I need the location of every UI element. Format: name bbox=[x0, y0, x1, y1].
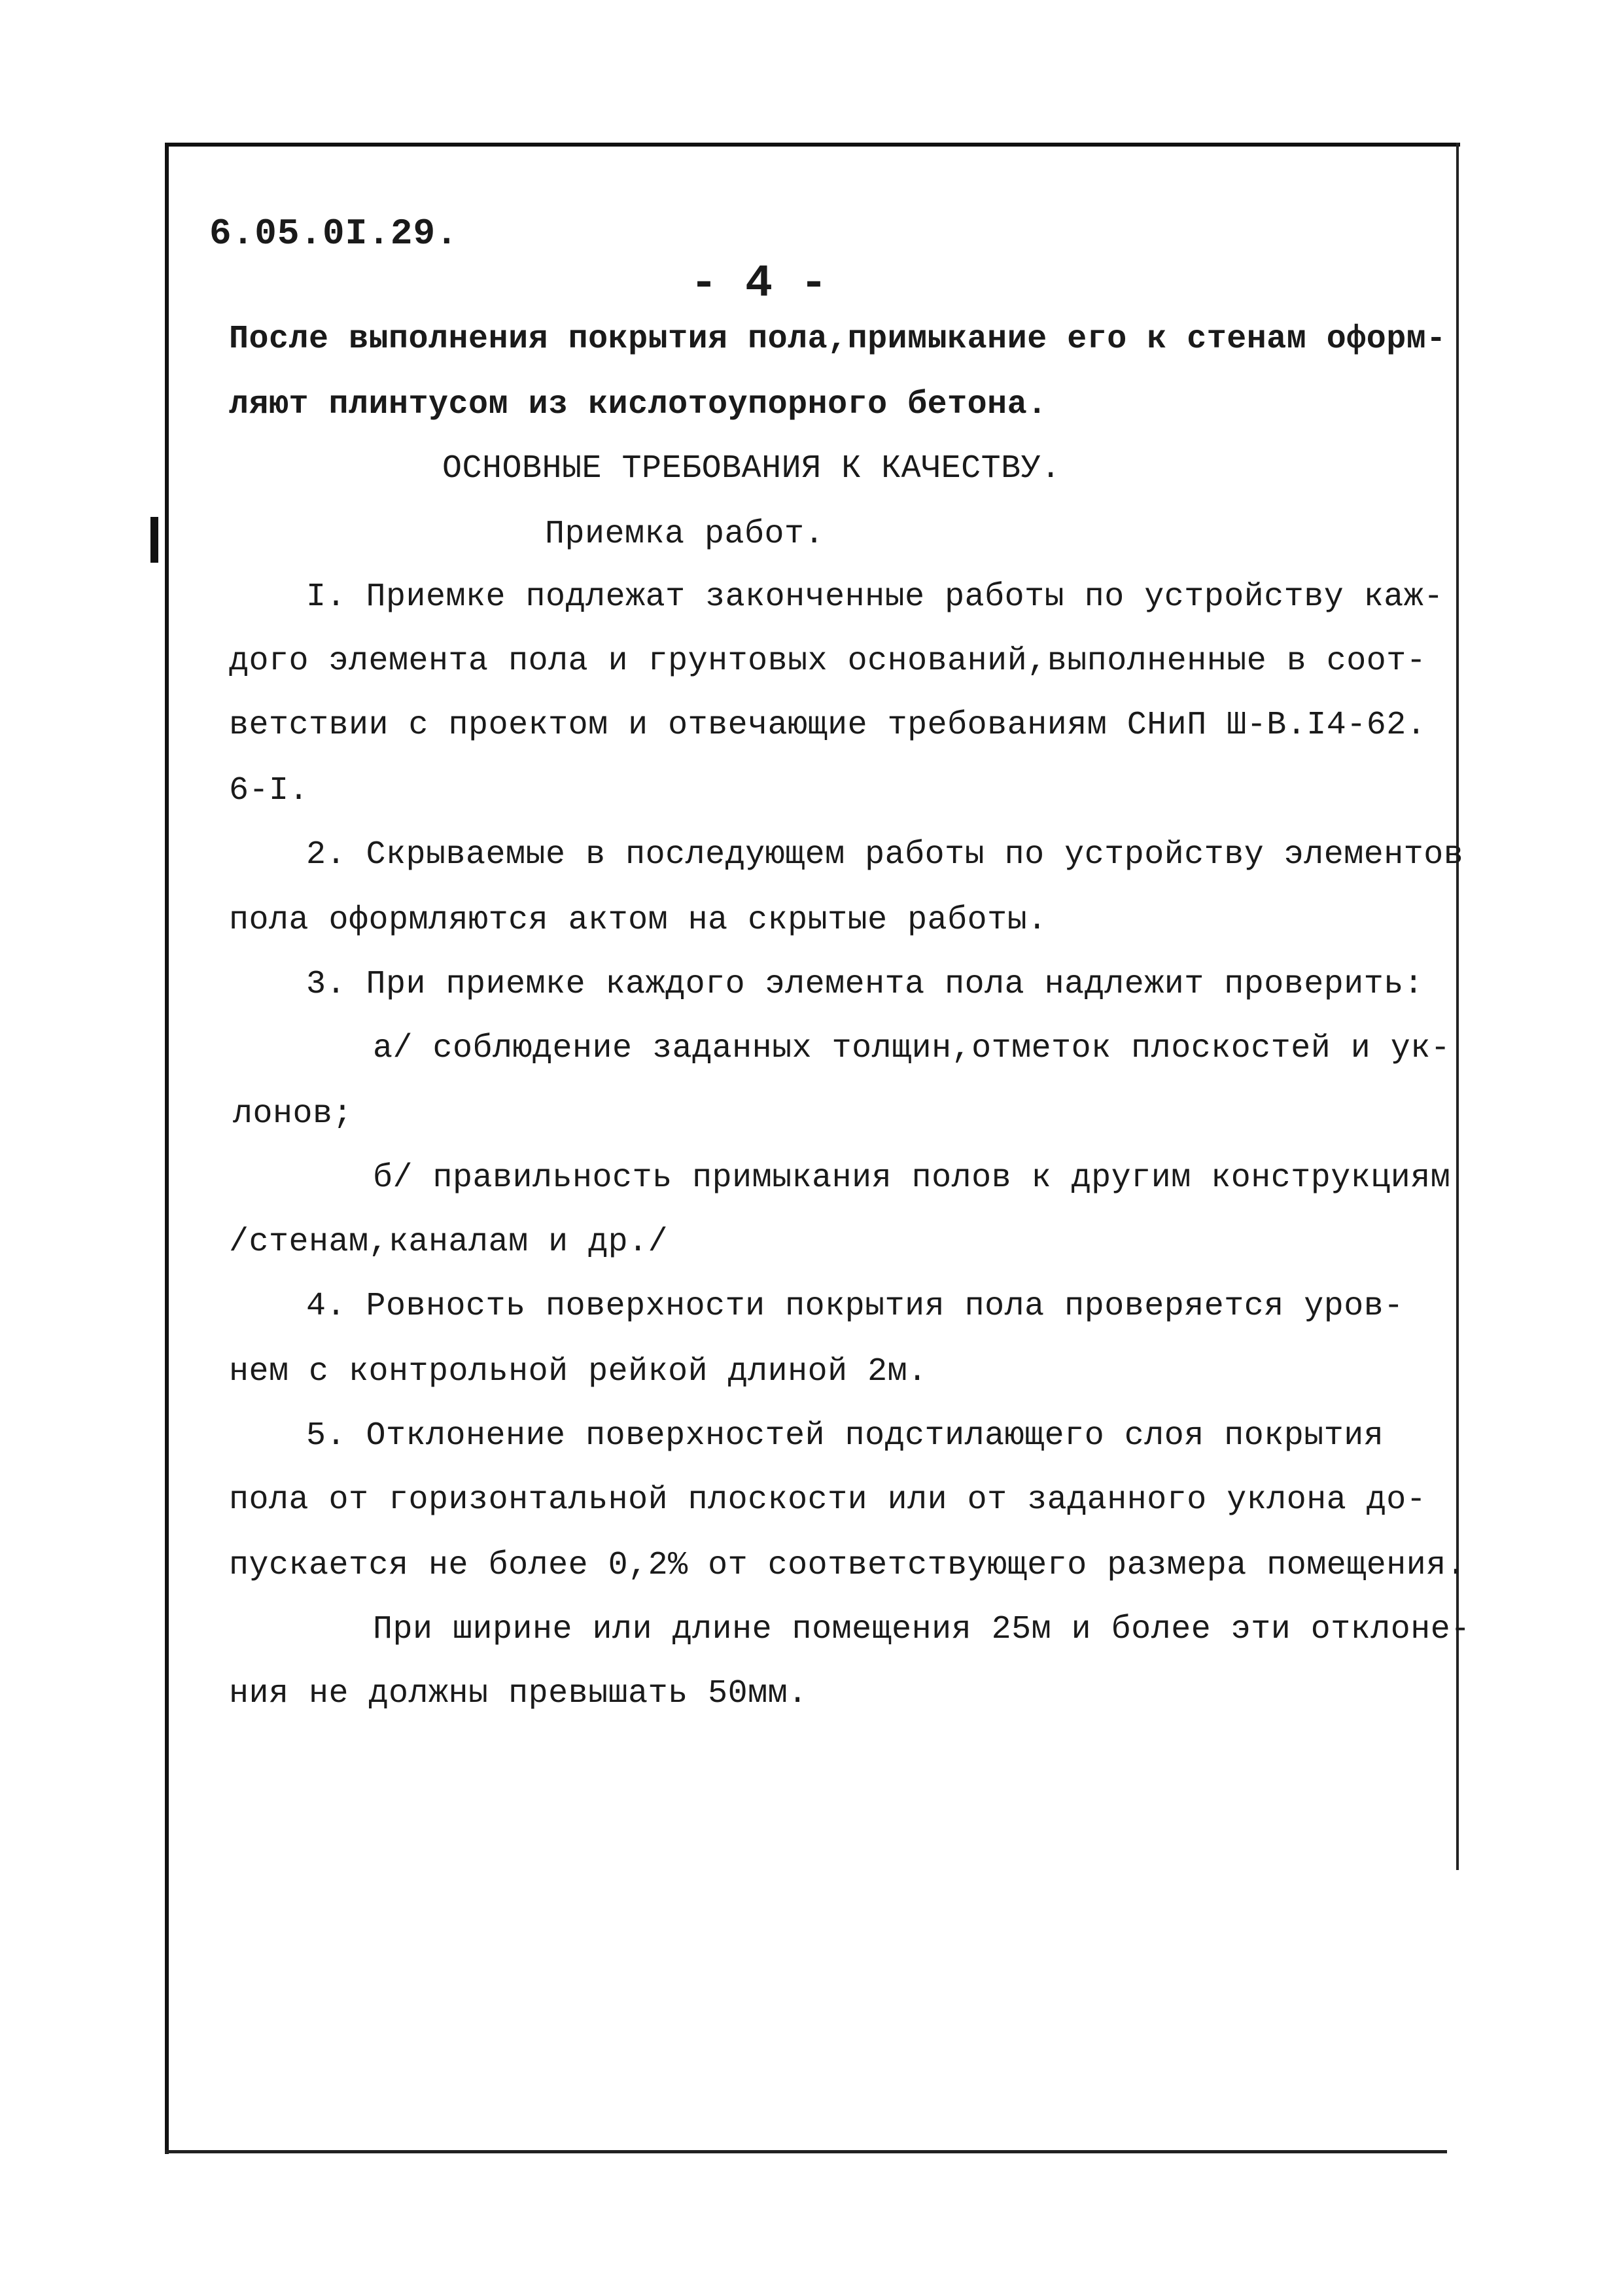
text-line: ветствии с проектом и отвечающие требованиям СНиП Ш-В.I4-62. bbox=[229, 707, 1427, 744]
text-line: 6-I. bbox=[229, 772, 309, 809]
text-line: дого элемента пола и грунтовых оснований,выполненные в соот- bbox=[229, 643, 1427, 680]
text-line: пола от горизонтальной плоскости или от заданного уклона до- bbox=[229, 1481, 1427, 1519]
frame-top-border bbox=[165, 143, 1460, 147]
page-number: - 4 - bbox=[690, 258, 828, 310]
text-line: 3. При приемке каждого элемента пола надлежит проверить: bbox=[306, 966, 1424, 1003]
text-line: нем с контрольной рейкой длиной 2м. bbox=[229, 1353, 928, 1390]
text-line: пускается не более 0,2% от соответствующего размера помещения. bbox=[229, 1547, 1467, 1584]
subsection-heading: Приемка работ. bbox=[545, 516, 825, 553]
text-line: б/ правильность примыкания полов к другим конструкциям bbox=[373, 1159, 1451, 1197]
text-line: 2. Скрываемые в последующем работы по устройству элементов bbox=[306, 836, 1464, 874]
margin-mark bbox=[150, 517, 158, 563]
frame-bottom-border bbox=[165, 2150, 1447, 2153]
text-line: I. Приемке подлежат законченные работы по устройству каж- bbox=[306, 578, 1444, 616]
text-line: лонов; bbox=[233, 1095, 353, 1133]
text-line: После выполнения покрытия пола,примыкание его к стенам оформ- bbox=[229, 321, 1446, 358]
text-line: 4. Ровность поверхности покрытия пола проверяется уров- bbox=[306, 1288, 1404, 1325]
text-line: 5. Отклонение поверхностей подстилающего слоя покрытия bbox=[306, 1417, 1384, 1455]
text-line: а/ соблюдение заданных толщин,отметок плоскостей и ук- bbox=[373, 1030, 1451, 1067]
text-line: При ширине или длине помещения 25м и более эти отклоне- bbox=[373, 1611, 1471, 1648]
frame-left-border bbox=[165, 143, 169, 2154]
section-heading: ОСНОВНЫЕ ТРЕБОВАНИЯ К КАЧЕСТВУ. bbox=[442, 450, 1061, 487]
text-line: пола оформляются актом на скрытые работы. bbox=[229, 902, 1047, 939]
text-line: ляют плинтусом из кислотоупорного бетона. bbox=[229, 386, 1047, 423]
text-line: ния не должны превышать 50мм. bbox=[229, 1675, 808, 1712]
text-line: /стенам,каналам и др./ bbox=[229, 1224, 669, 1261]
document-code: 6.05.0I.29. bbox=[209, 213, 459, 255]
